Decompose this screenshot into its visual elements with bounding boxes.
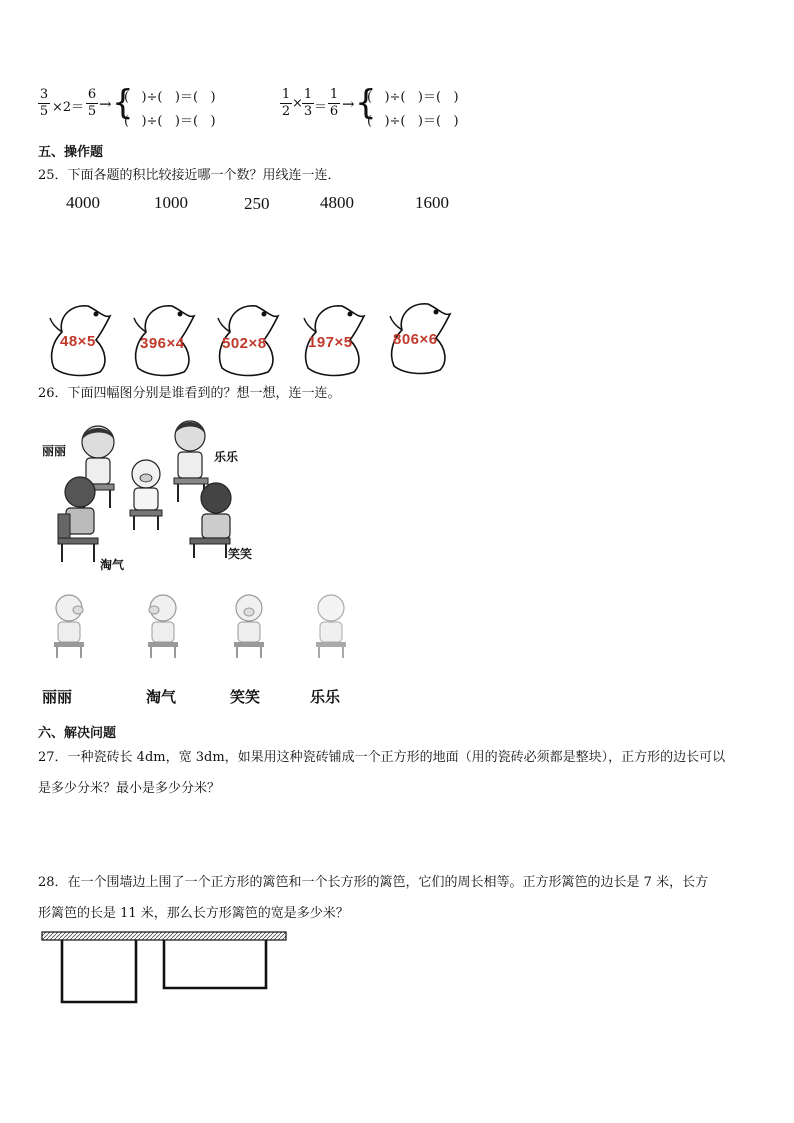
question-28-line-2: 形篱笆的长是 11 米，那么长方形篱笆的宽是多少米？ (38, 906, 349, 921)
arrow: → (342, 95, 355, 113)
pig-view-icon (310, 592, 352, 658)
blank-line-2: ( )÷( )＝( ) (124, 114, 216, 129)
ghost-expression: 197×5 (308, 334, 353, 351)
target-number: 1000 (154, 193, 188, 212)
fraction-1-6: 1 6 (329, 87, 339, 119)
fraction-1-2: 1 2 (281, 87, 291, 119)
target-number: 250 (244, 194, 270, 213)
ghost-expression: 48×5 (60, 333, 96, 350)
pig-view-icon (142, 592, 184, 658)
equals: ＝ (314, 100, 328, 115)
pig-view-icon (228, 592, 270, 658)
target-number: 4800 (320, 193, 354, 212)
section-title-6: 六、解决问题 (38, 726, 117, 741)
blank-line-2: ( )÷( )＝( ) (367, 114, 459, 129)
scene-label-xiaoxiao: 笑笑 (228, 547, 253, 561)
question-25-text: 25．下面各题的积比较接近哪一个数？用线连一连． (38, 168, 341, 183)
left-brace: { (355, 83, 377, 123)
target-number: 1600 (415, 193, 449, 212)
bottom-label: 笑笑 (230, 688, 261, 706)
ghost-expression: 806×6 (393, 331, 438, 348)
question-28-line-1: 28．在一个围墙边上围了一个正方形的篱笆和一个长方形的篱笆，它们的周长相等。正方形篱笆的边长是 7 米，长方 (38, 875, 709, 890)
scene-label-lili: 丽丽 (42, 444, 67, 458)
arrow: → (99, 95, 112, 113)
left-brace: { (112, 83, 134, 123)
fraction-6-5: 6 5 (87, 87, 97, 119)
question-27-line-1: 27．一种瓷砖长 4dm，宽 3dm，如果用这种瓷砖铺成一个正方形的地面（用的瓷砖必须都是整块），正方形的边长可以 (38, 750, 726, 765)
blank-line-1: ( )÷( )＝( ) (367, 90, 459, 105)
children-scene-illustration (40, 412, 260, 572)
bottom-label: 乐乐 (310, 688, 341, 706)
bottom-label: 丽丽 (42, 688, 73, 706)
bottom-label: 淘气 (146, 688, 177, 706)
question-26-text: 26．下面四幅图分别是谁看到的？想一想，连一连。 (38, 386, 341, 401)
fraction-3-5: 3 5 (39, 87, 49, 119)
times-two: ×2＝ (52, 100, 85, 115)
ghost-expression: 502×8 (222, 335, 267, 352)
pig-view-icon (48, 592, 90, 658)
fence-diagram (40, 930, 290, 1010)
section-title-5: 五、操作题 (38, 145, 104, 160)
fraction-1-3: 1 3 (303, 87, 313, 119)
scene-label-taoqi: 淘气 (100, 558, 125, 572)
blank-line-1: ( )÷( )＝( ) (124, 90, 216, 105)
target-number: 4000 (66, 193, 100, 212)
question-27-line-2: 是多少分米？最小是多少分米？ (38, 781, 221, 796)
scene-label-lele: 乐乐 (214, 450, 239, 464)
times: × (292, 96, 303, 111)
ghost-expression: 396×4 (140, 335, 185, 352)
